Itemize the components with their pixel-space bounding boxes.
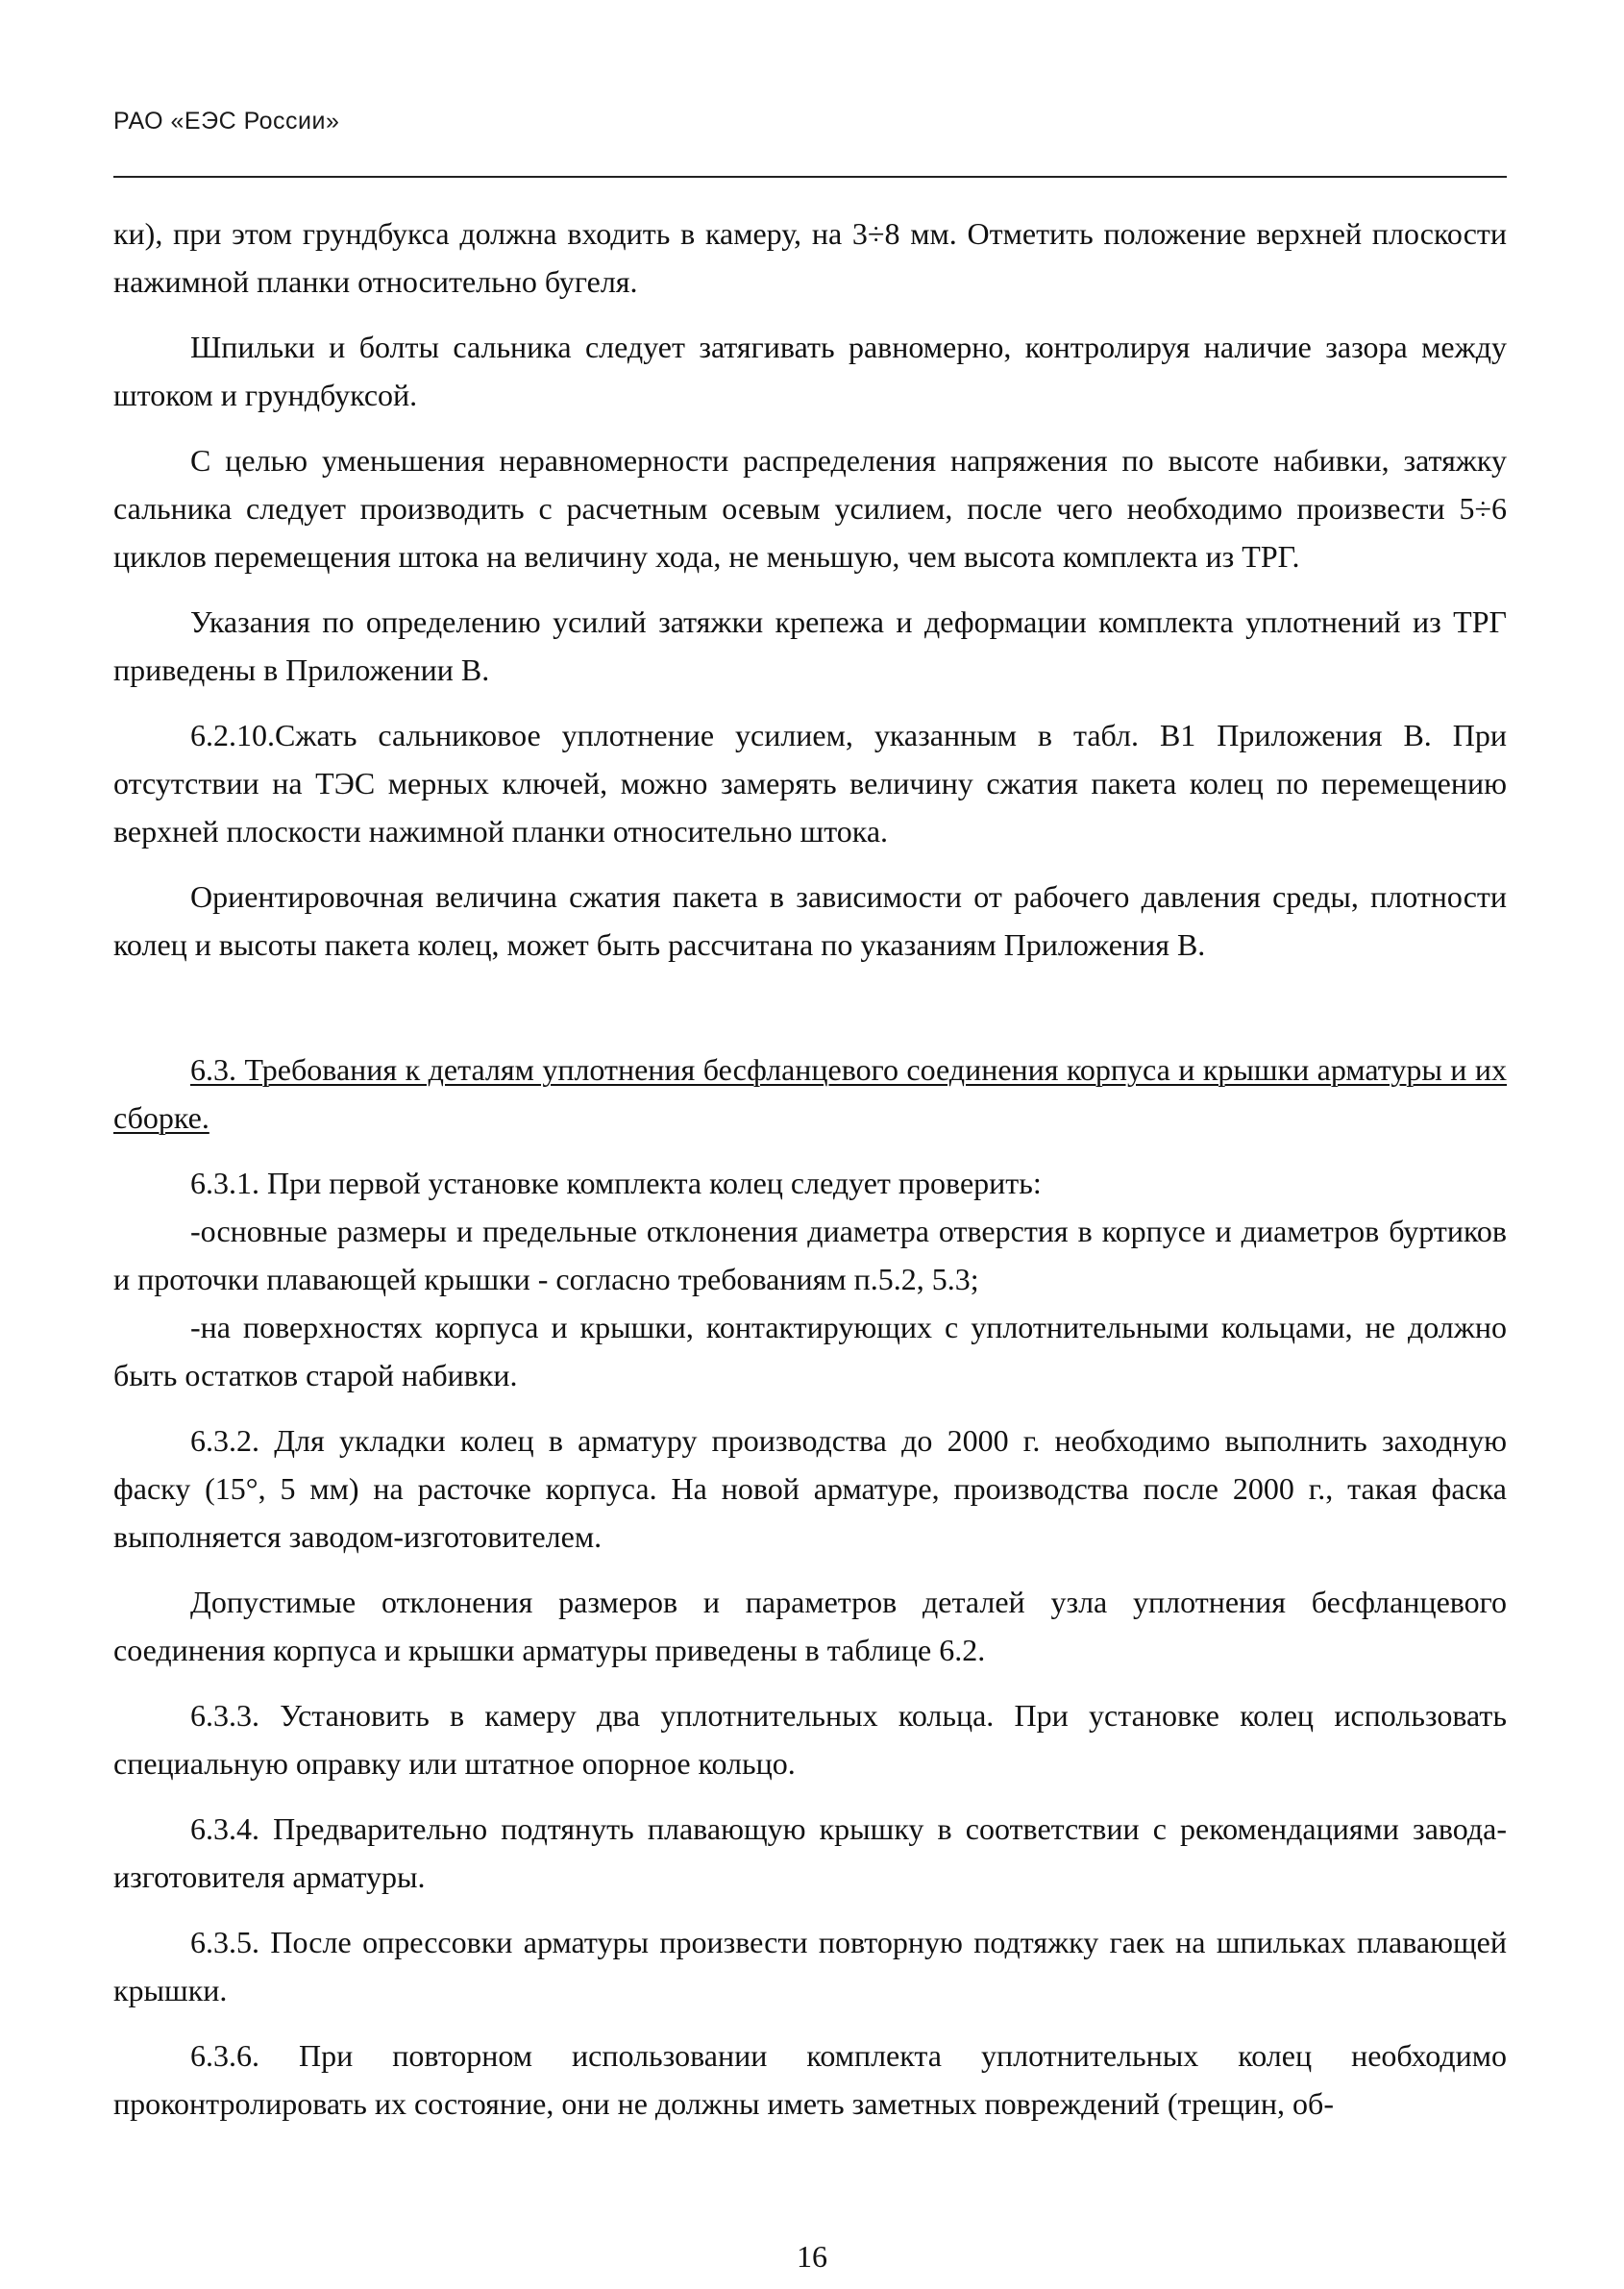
paragraph: Указания по определению усилий затяжки крепежа и деформации комплекта уплотнений из ТРГ приведены в Приложении В. [113,604,1507,687]
list-item: -на поверхностях корпуса и крышки, контактирующих с уплотнительными кольцами, не должно быть остатков старой набивки. [113,1310,1507,1392]
paragraph-6-3-6: 6.3.6. При повторном использовании комплекта уплотнительных колец необходимо проконтролировать их состояние, они не должны иметь заметных повреждений (трещин, об- [113,2038,1507,2121]
paragraph-6-3-5: 6.3.5. После опрессовки арматуры произвести повторную подтяжку гаек на шпильках плавающей крышки. [113,1925,1507,2007]
header-rule [113,176,1507,178]
page-number: 16 [797,2239,827,2274]
section-heading-6-3: 6.3. Требования к деталям уплотнения бесфланцевого соединения корпуса и крышки арматуры и их сборке. [113,1052,1507,1135]
paragraph: С целью уменьшения неравномерности распределения напряжения по высоте набивки, затяжку сальника следует производить с расчетным осевым усилием, после чего необходимо произвести 5÷6 циклов перемещения штока на величину хода, не меньшую, чем высота комплекта из ТРГ. [113,443,1507,574]
paragraph-continuation: ки), при этом грундбукса должна входить в камеру, на 3÷8 мм. Отметить положение верхней плоскости нажимной планки относительно бугеля. [113,216,1507,299]
paragraph: Ориентировочная величина сжатия пакета в зависимости от рабочего давления среды, плотности колец и высоты пакета колец, может быть рассчитана по указаниям Приложения В. [113,879,1507,962]
paragraph-6-2-10: 6.2.10.Сжать сальниковое уплотнение усилием, указанным в табл. В1 Приложения В. При отсутствии на ТЭС мерных ключей, можно замерять величину сжатия пакета колец по перемещению верхней плоскости нажимной планки относительно штока. [113,718,1507,849]
body-text [113,209,1507,2128]
running-header: РАО «ЕЭС России» [113,108,340,135]
paragraph-6-3-4: 6.3.4. Предварительно подтянуть плавающую крышку в соответствии с рекомендациями завода-изготовителя арматуры. [113,1811,1507,1894]
list-item: -основные размеры и предельные отклонения диаметра отверстия в корпусе и диаметров буртиков и проточки плавающей крышки - согласно требованиям п.5.2, 5.3; [113,1214,1507,1296]
paragraph-6-3-1: 6.3.1. При первой установке комплекта колец следует проверить: [190,1166,1042,1200]
paragraph: Допустимые отклонения размеров и параметров деталей узла уплотнения бесфланцевого соединения корпуса и крышки арматуры приведены в таблице 6.2. [113,1585,1507,1667]
paragraph-6-3-2: 6.3.2. Для укладки колец в арматуру производства до 2000 г. необходимо выполнить заходную фаску (15°, 5 мм) на расточке корпуса. На новой арматуре, производства после 2000 г., такая фаска выполняется заводом-изготовителем. [113,1423,1507,1554]
paragraph: Шпильки и болты сальника следует затягивать равномерно, контролируя наличие зазора между штоком и грундбуксой. [113,330,1507,412]
paragraph-6-3-3: 6.3.3. Установить в камеру два уплотнительных кольца. При установке колец использовать специальную оправку или штатное опорное кольцо. [113,1698,1507,1781]
